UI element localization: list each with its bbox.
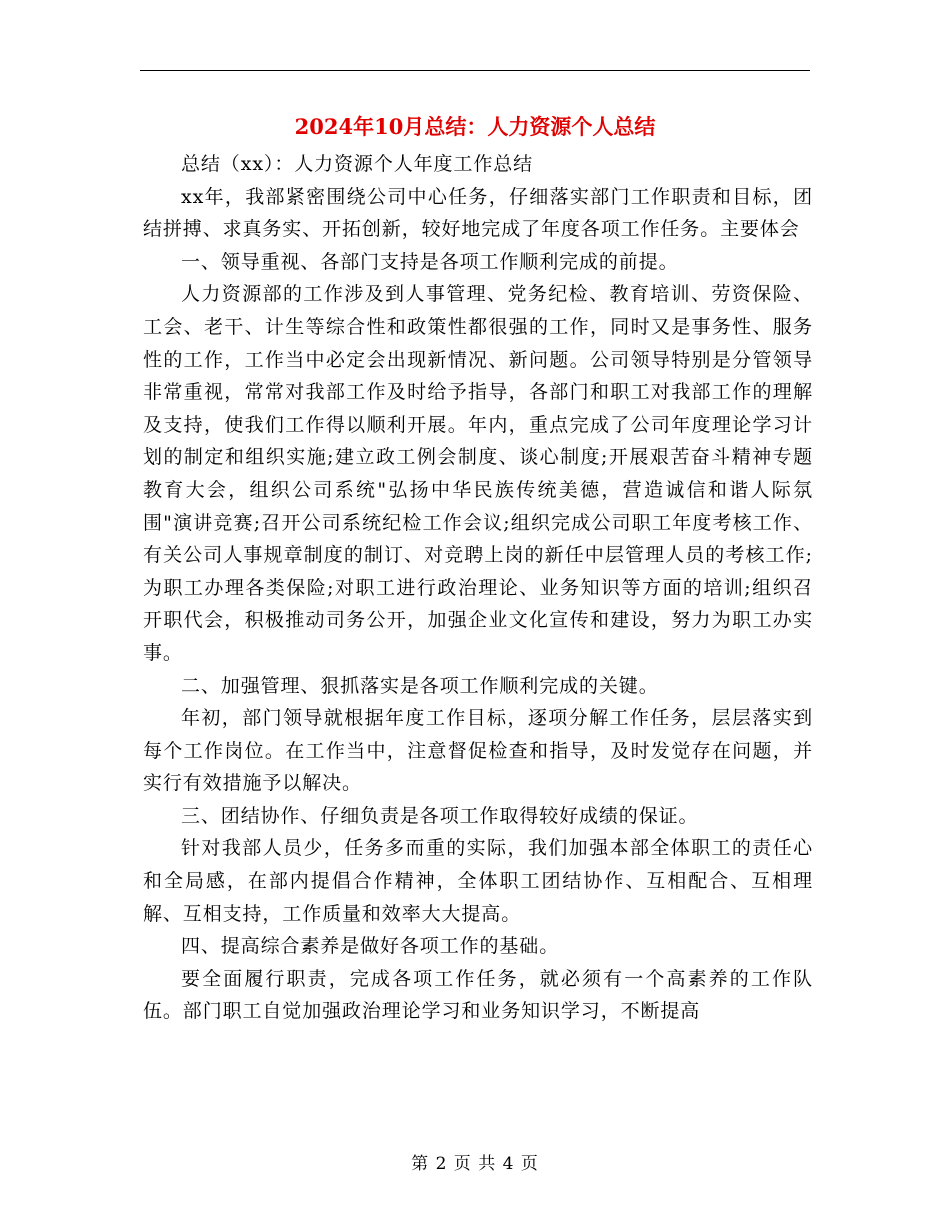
section-body-4: 要全面履行职责，完成各项工作任务，就必须有一个高素养的工作队伍。部门职工自觉加强政治理论学习和业务知识学习，不断提高	[143, 967, 813, 1023]
section-heading-4: 四、提高综合素养是做好各项工作的基础。	[181, 935, 560, 958]
summary-subtitle: 总结（xx）：人力资源个人年度工作总结	[181, 153, 534, 175]
section-body-2: 年初，部门领导就根据年度工作目标，逐项分解工作任务，层层落实到每个工作岗位。在工作当中，注意督促检查和指导，及时发觉存在问题，并实行有效措施予以解决。	[143, 707, 813, 795]
document-title: 2024年10月总结：人力资源个人总结	[294, 114, 656, 139]
header-rule	[140, 70, 810, 71]
intro-paragraph: xx年，我部紧密围绕公司中心任务，仔细落实部门工作职责和目标，团结拼搏、求真务实、开拓创新，较好地完成了年度各项工作任务。主要体会	[143, 185, 813, 241]
section-body-3: 针对我部人员少，任务多而重的实际，我们加强本部全体职工的责任心和全局感，在部内提倡合作精神，全体职工团结协作、互相配合、互相理解、互相支持，工作质量和效率大大提高。	[143, 837, 813, 925]
page-number: 第 2 页 共 4 页	[411, 1154, 539, 1174]
section-body-1: 人力资源部的工作涉及到人事管理、党务纪检、教育培训、劳资保险、工会、老干、计生等综合性和政策性都很强的工作，同时又是事务性、服务性的工作，工作当中必定会出现新情况、新问题。公司领导特别是分管领导非常重视，常常对我部工作及时给予指导，各部门和职工对我部工作的理解及支持，使我们工作得以顺利开展。年内，重点完成了公司年度理论学习计划的制定和组织实施;建立政工例会制度、谈心制度;开展艰苦奋斗精神专题教育大会，组织公司系统"弘扬中华民族传统美德，营造诚信和谐人际氛围"演讲竞赛;召开公司系统纪检工作会议;组织完成公司职工年度考核工作、有关公司人事规章制度的制订、对竞聘上岗的新任中层管理人员的考核工作;为职工办理各类保险;对职工进行政治理论、业务知识等方面的培训;组织召开职代会，积极推动司务公开，加强企业文化宣传和建设，努力为职工办实事。	[143, 283, 813, 664]
document-body	[143, 148, 813, 1028]
section-heading-3: 三、团结协作、仔细负责是各项工作取得较好成绩的保证。	[181, 804, 699, 827]
section-heading-1: 一、领导重视、各部门支持是各项工作顺利完成的前提。	[181, 250, 679, 273]
section-heading-2: 二、加强管理、狠抓落实是各项工作顺利完成的关键。	[181, 674, 659, 697]
